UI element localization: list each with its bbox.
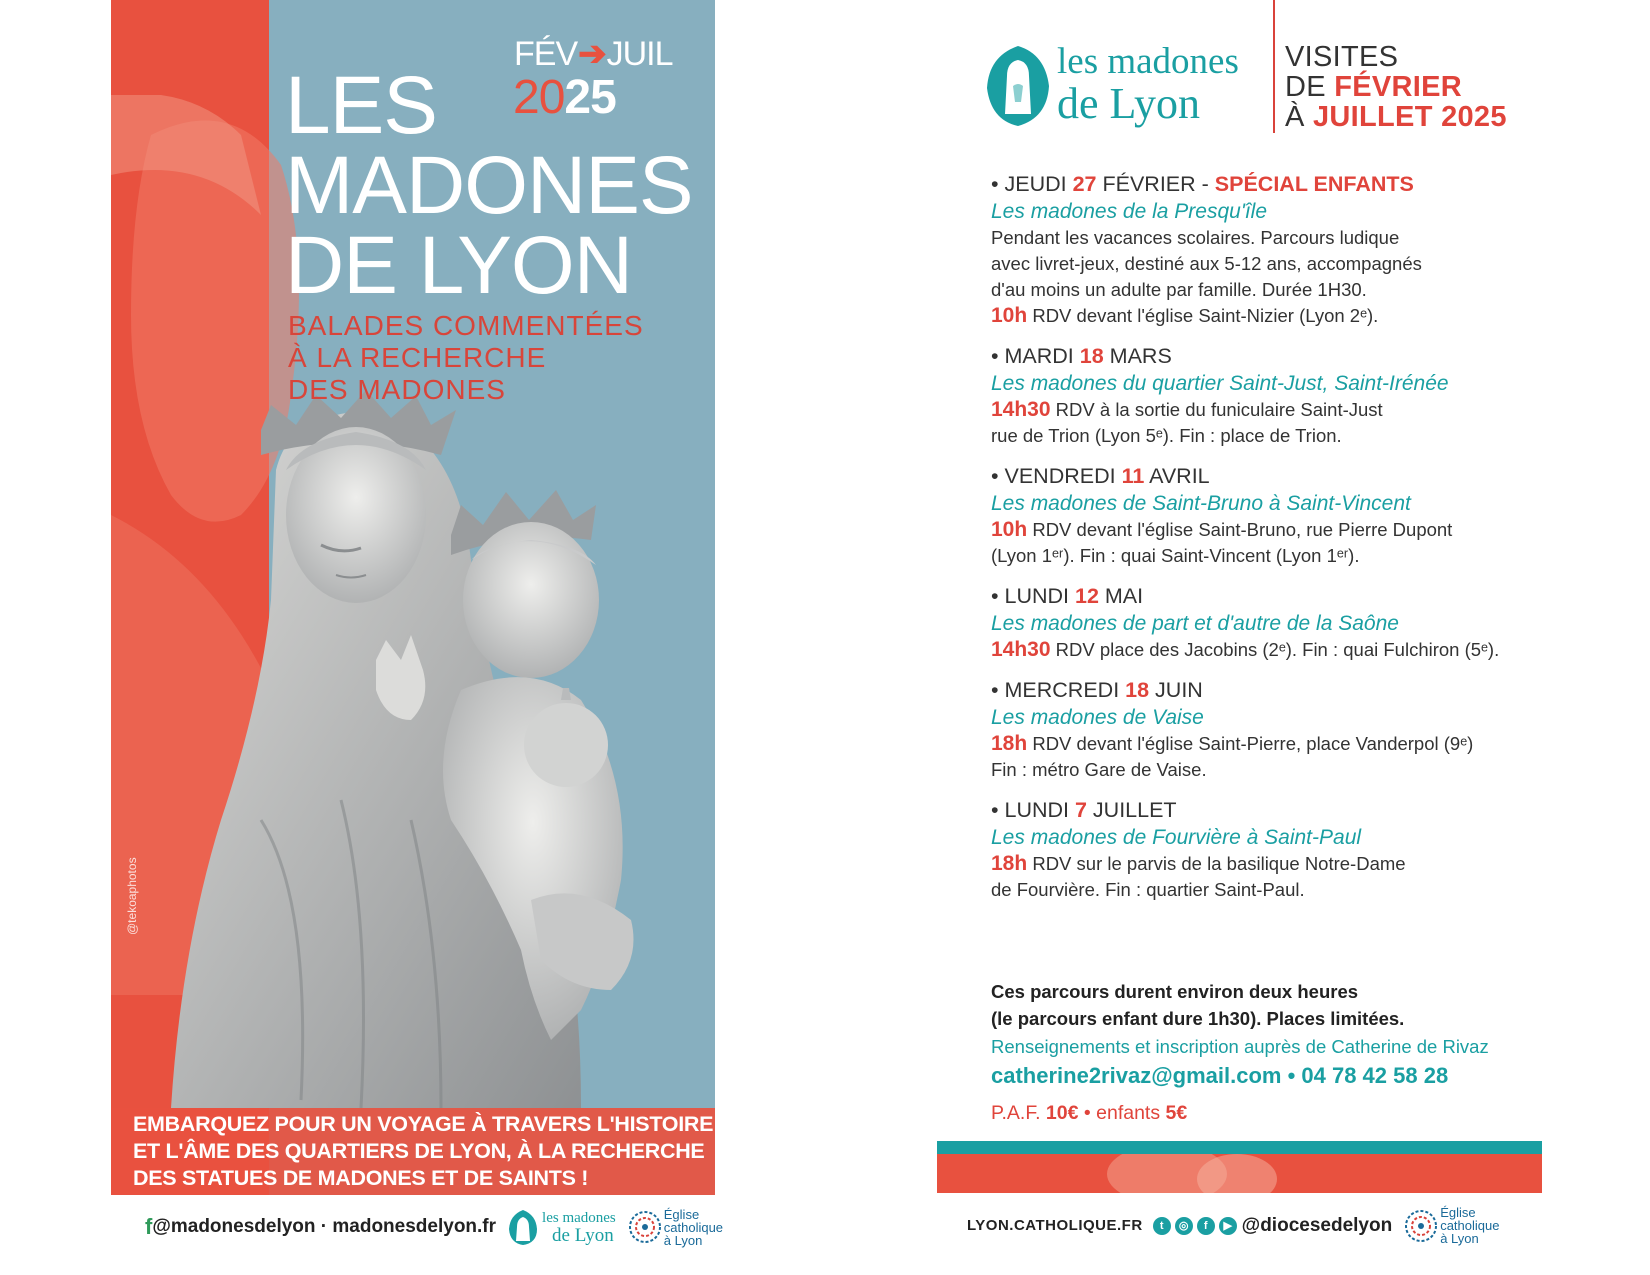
event-item (991, 582, 1551, 663)
event-day-number: 27 (1072, 172, 1097, 196)
event-description (991, 731, 1551, 783)
event-day: • MERCREDI (991, 678, 1126, 702)
event-day: • LUNDI (991, 584, 1075, 608)
event-date (991, 582, 1551, 610)
event-date (991, 676, 1551, 704)
eglise-line: à Lyon (1440, 1231, 1479, 1246)
facebook-icon[interactable]: f (1197, 1217, 1215, 1235)
diocese-footer (967, 1206, 1499, 1245)
tagline-line: EMBARQUEZ POUR UN VOYAGE À TRAVERS L'HISTOIRE (133, 1112, 714, 1136)
event-day: • LUNDI (991, 798, 1075, 822)
event-time: 10h (991, 304, 1028, 327)
event-month: AVRIL (1144, 464, 1210, 488)
event-title: Les madones de Fourvière à Saint-Paul (991, 826, 1362, 849)
event-meeting-point: RDV sur le parvis de la basilique Notre-Dame (1027, 853, 1406, 874)
facebook-icon: f (145, 1214, 153, 1239)
event-meeting-point: RDV devant l'église Saint-Nizier (Lyon 2ᵉ). (1027, 305, 1379, 326)
price-label: P.A.F. (991, 1102, 1046, 1124)
event-date (991, 462, 1551, 490)
event-time: 14h30 (991, 398, 1051, 421)
eglise-line: Église (1440, 1205, 1476, 1220)
year-part-1: 20 (513, 71, 565, 124)
event-item (991, 462, 1551, 569)
event-special-badge: SPÉCIAL ENFANTS (1214, 172, 1414, 196)
cover-tagline (111, 1108, 715, 1195)
arrow-right-icon: ➔ (578, 35, 606, 73)
event-desc-line: Pendant les vacances scolaires. Parcours ludique (991, 227, 1400, 248)
price-child: 5€ (1165, 1102, 1188, 1124)
event-desc-line: avec livret-jeux, destiné aux 5-12 ans, accompagnés (991, 253, 1422, 274)
event-title: Les madones de Saint-Bruno à Saint-Vincent (991, 492, 1411, 515)
event-month: FÉVRIER - (1096, 172, 1215, 196)
event-desc-line: (Lyon 1ᵉʳ). Fin : quai Saint-Vincent (Lyon 1ᵉʳ). (991, 545, 1360, 566)
eglise-line: Église (663, 1206, 700, 1222)
visites-month-start: FÉVRIER (1334, 71, 1463, 103)
eglise-logo-icon (1402, 1208, 1440, 1244)
red-stripe (937, 1154, 1542, 1193)
event-description (991, 397, 1551, 449)
twitter-icon[interactable]: t (1153, 1217, 1171, 1235)
price-info (991, 1098, 1551, 1128)
event-day-number: 7 (1074, 798, 1087, 822)
event-time: 18h (991, 732, 1028, 755)
cover-title-line: MADONES (285, 140, 693, 231)
visites-month-end: JUILLET 2025 (1313, 101, 1507, 133)
cover-panel (111, 0, 715, 1195)
event-item (991, 676, 1551, 783)
event-time: 14h30 (991, 638, 1051, 661)
event-time: 18h (991, 852, 1028, 875)
madones-de-lyon-logo (983, 42, 1239, 128)
eglise-line: catholique (1440, 1218, 1500, 1233)
event-day: • JEUDI (991, 172, 1073, 196)
year-part-2: 25 (564, 71, 616, 124)
cover-title-line: LES (285, 60, 437, 151)
event-month: MARS (1103, 344, 1172, 368)
cover-subtitle-line: DES MADONES (288, 374, 506, 405)
date-to: JUIL (606, 35, 673, 73)
diocese-website-link[interactable]: LYON.CATHOLIQUE.FR (967, 1217, 1143, 1234)
teal-stripe (937, 1141, 1542, 1154)
event-month: JUIN (1149, 678, 1203, 702)
youtube-icon[interactable]: ▶ (1219, 1217, 1237, 1235)
cover-subtitle-line: BALADES COMMENTÉES (288, 310, 644, 341)
madones-logo-icon (506, 1207, 540, 1247)
event-title: Les madones de Vaise (991, 706, 1204, 729)
visites-heading (1285, 42, 1507, 132)
cover-title-line: DE LYON (285, 220, 632, 311)
event-meeting-point: RDV devant l'église Saint-Pierre, place Vanderpol (9ᵉ) (1027, 733, 1474, 754)
practical-info (991, 978, 1551, 1128)
logo-small-line1: les madones (542, 1210, 616, 1226)
logo-line2: de Lyon (1057, 79, 1200, 128)
event-title: Les madones du quartier Saint-Just, Saint-Irénée (991, 372, 1449, 395)
event-meeting-point: RDV à la sortie du funiculaire Saint-Just (1050, 399, 1383, 420)
contact-email-phone[interactable]: catherine2rivaz@gmail.com • 04 78 42 58 28 (991, 1063, 1449, 1088)
event-item (991, 796, 1551, 903)
event-description (991, 851, 1551, 903)
event-date (991, 170, 1551, 198)
photo-credit: @tekoaphotos (125, 857, 139, 935)
event-title: Les madones de part et d'autre de la Saône (991, 612, 1399, 635)
eglise-catholique-logo (1402, 1206, 1499, 1245)
event-desc-line: d'au moins un adulte par famille. Durée 1H30. (991, 279, 1367, 300)
visites-line2-prefix: DE (1285, 71, 1335, 103)
event-meeting-point: RDV devant l'église Saint-Bruno, rue Pierre Dupont (1027, 519, 1453, 540)
social-handle-link[interactable]: @madonesdelyon · madonesdelyon.fr (152, 1216, 497, 1237)
event-day-number: 18 (1125, 678, 1150, 702)
madonna-logo-icon (983, 42, 1053, 128)
instagram-icon[interactable]: ◎ (1175, 1217, 1193, 1235)
visites-line3-prefix: À (1285, 101, 1313, 133)
event-month: MAI (1098, 584, 1144, 608)
eglise-logo-icon (626, 1209, 664, 1245)
event-time: 10h (991, 518, 1028, 541)
eglise-catholique-logo (626, 1208, 723, 1247)
eglise-line: catholique (663, 1219, 724, 1235)
event-item (991, 342, 1551, 449)
price-separator: • enfants (1078, 1102, 1166, 1124)
event-day: • MARDI (991, 344, 1080, 368)
inscription-note: Renseignements et inscription auprès de Catherine de Rivaz (991, 1036, 1489, 1057)
event-desc-line: rue de Trion (Lyon 5ᵉ). Fin : place de Trion. (991, 425, 1342, 446)
event-title: Les madones de la Presqu'île (991, 200, 1268, 223)
duration-note: Ces parcours durent environ deux heures (991, 981, 1359, 1002)
date-from: FÉV (514, 35, 578, 73)
cover-subtitle (288, 310, 644, 406)
diocese-handle[interactable]: @diocesedelyon (1241, 1214, 1393, 1236)
visites-line1: VISITES (1285, 41, 1399, 73)
tagline-line: ET L'ÂME DES QUARTIERS DE LYON, À LA RECHERCHE (133, 1139, 705, 1163)
event-item (991, 170, 1551, 329)
duration-note: (le parcours enfant dure 1h30). Places limitées. (991, 1008, 1405, 1029)
event-date (991, 342, 1551, 370)
event-date (991, 796, 1551, 824)
event-meeting-point: RDV place des Jacobins (2ᵉ). Fin : quai Fulchiron (5ᵉ). (1050, 639, 1500, 660)
logo-line1: les madones (1057, 41, 1239, 82)
event-month: JUILLET (1086, 798, 1177, 822)
event-description (991, 517, 1551, 569)
event-day-number: 12 (1074, 584, 1099, 608)
header-divider (1273, 0, 1275, 133)
decorative-band (937, 1141, 1542, 1193)
price-adult: 10€ (1045, 1102, 1079, 1124)
event-day-number: 18 (1079, 344, 1104, 368)
event-desc-line: Fin : métro Gare de Vaise. (991, 759, 1207, 780)
cover-title (285, 60, 693, 311)
event-day: • VENDREDI (991, 464, 1122, 488)
events-list (991, 170, 1551, 916)
statue-detail-image (937, 1154, 1542, 1193)
cover-footer (145, 1207, 723, 1247)
event-description (991, 225, 1551, 329)
tagline-line: DES STATUES DE MADONES ET DE SAINTS ! (133, 1166, 589, 1190)
event-description (991, 637, 1551, 663)
event-day-number: 11 (1121, 464, 1145, 488)
cover-subtitle-line: À LA RECHERCHE (288, 342, 547, 373)
eglise-line: à Lyon (663, 1232, 703, 1248)
logo-small-line2: de Lyon (552, 1225, 614, 1246)
event-desc-line: de Fourvière. Fin : quartier Saint-Paul. (991, 879, 1305, 900)
